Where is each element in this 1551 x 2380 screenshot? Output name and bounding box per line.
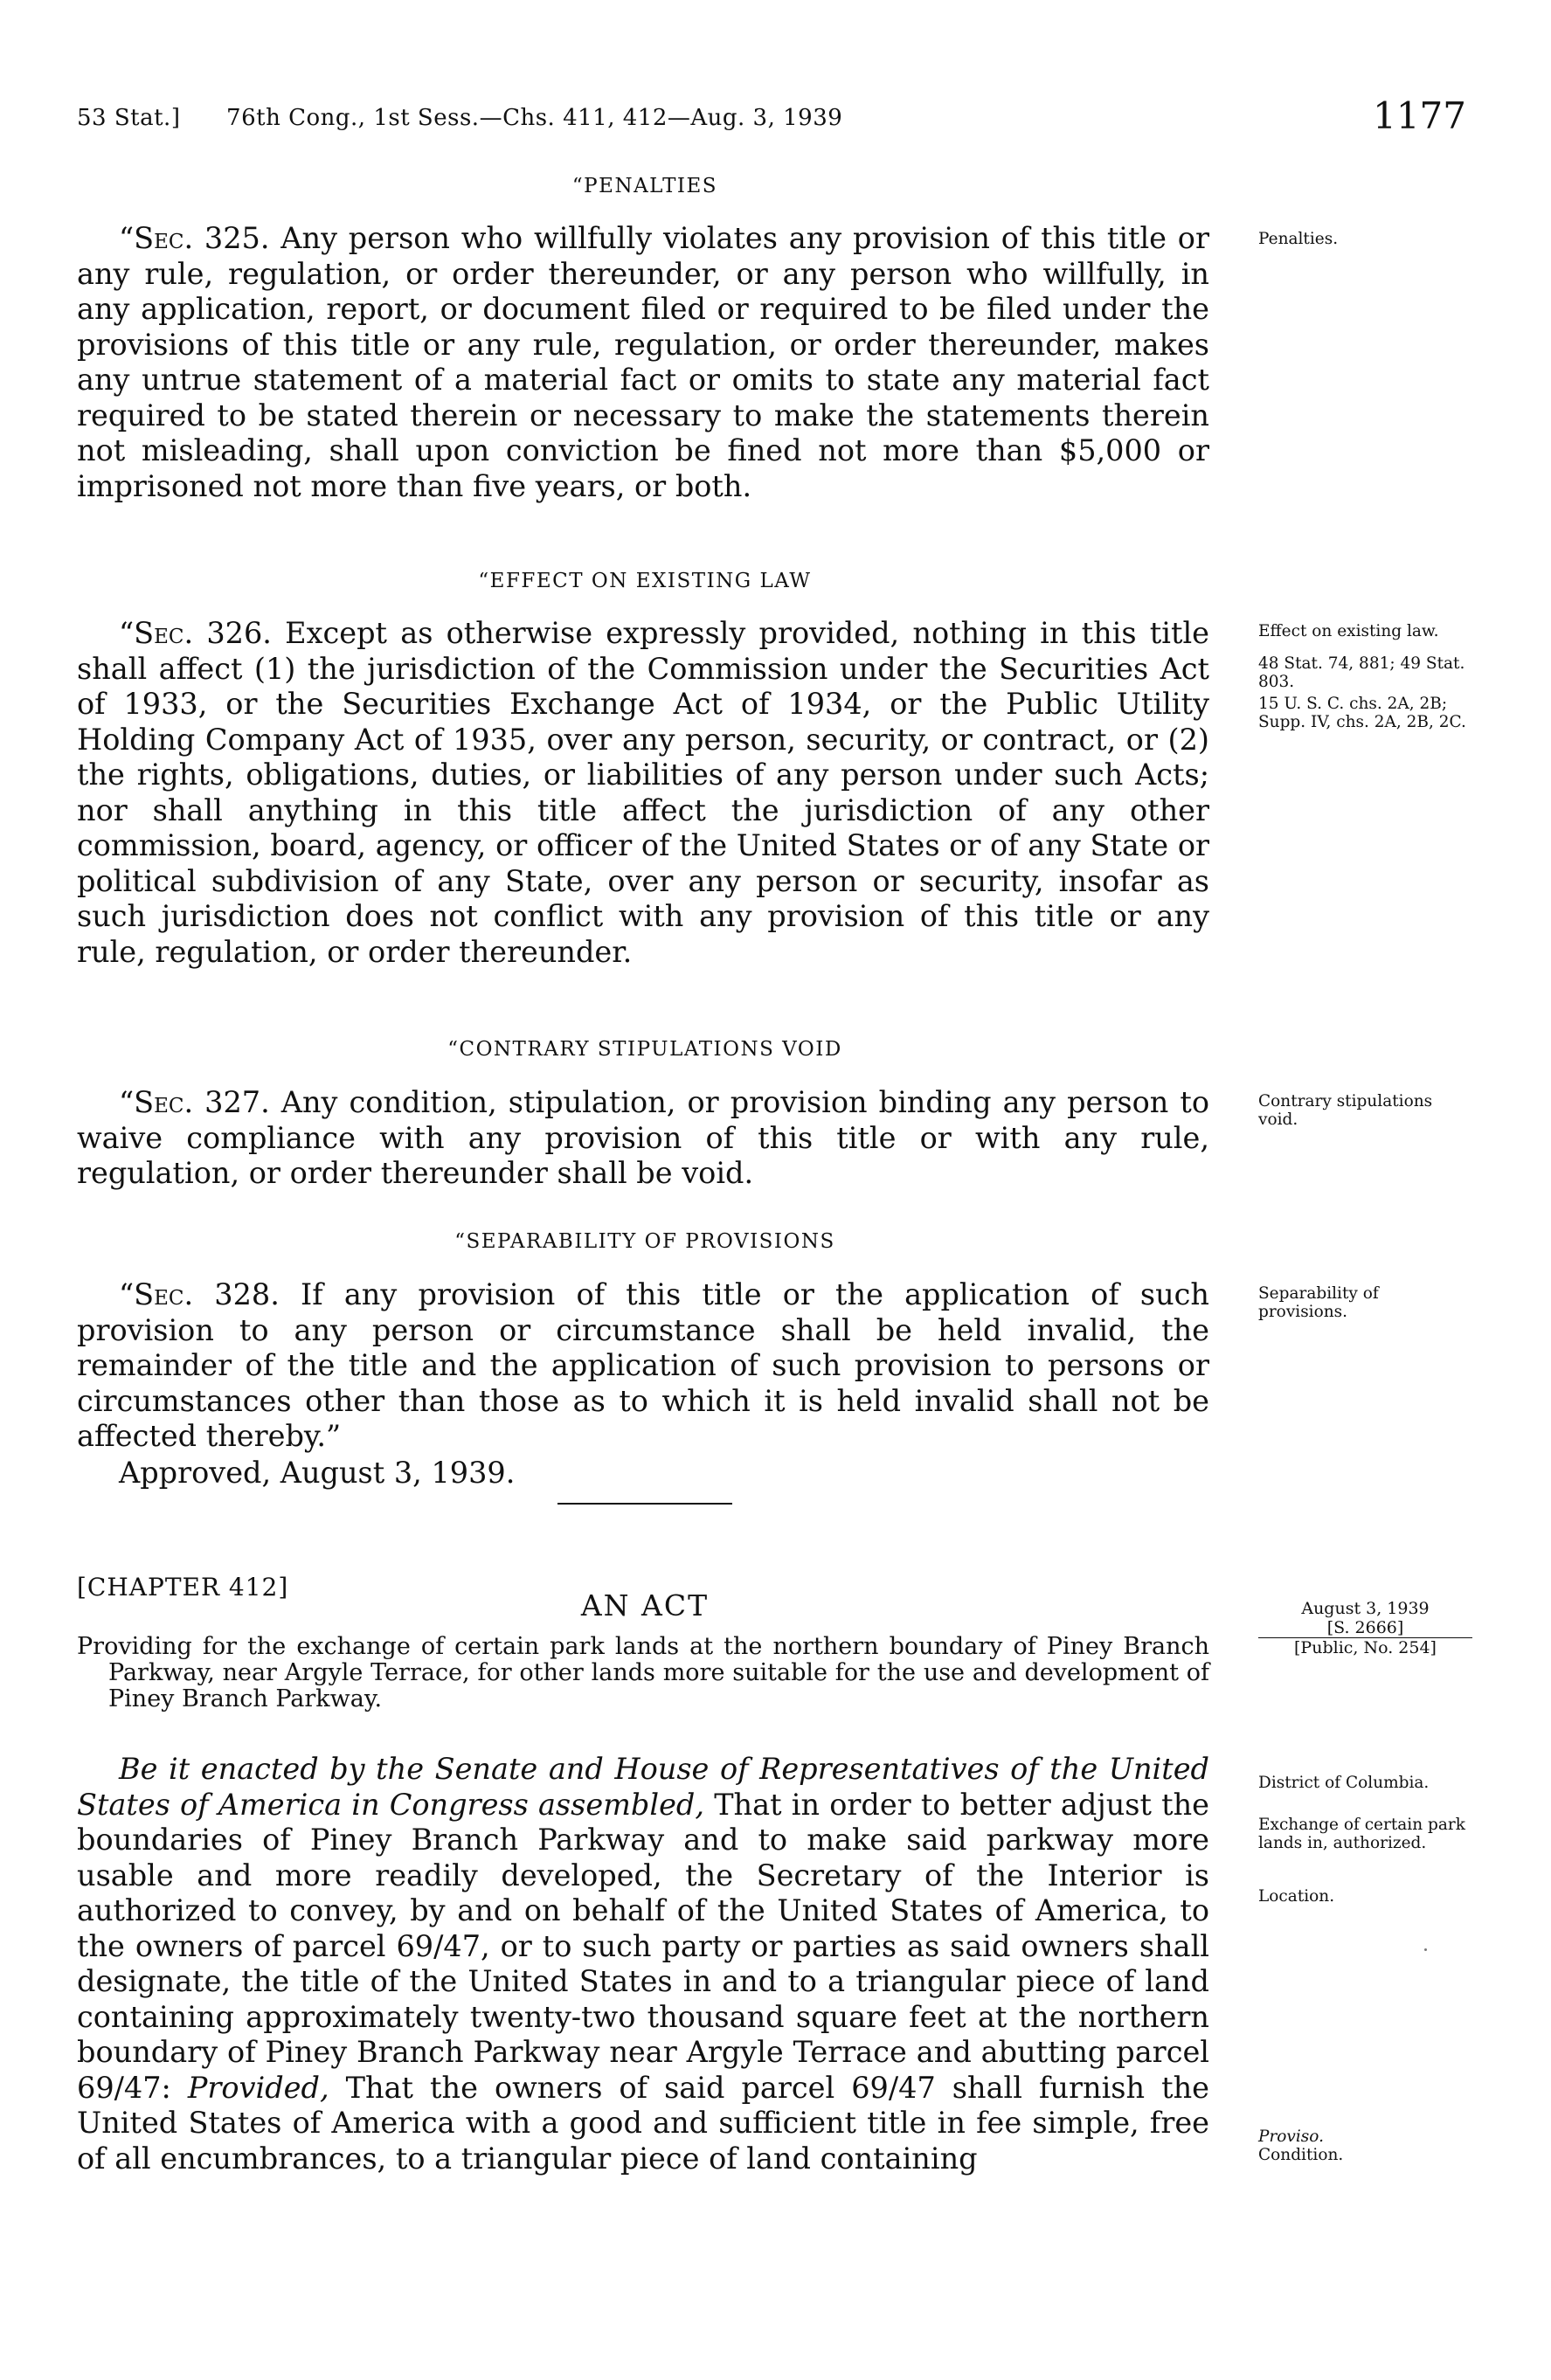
running-head bbox=[77, 94, 1466, 147]
section-327-number: “Sec. 327. bbox=[119, 1085, 270, 1119]
margin-note-proviso bbox=[1258, 2127, 1472, 2164]
section-327-text: Any condition, stipulation, or provision binding any person to waive compliance with any provision of this title or with any rule, regulation, or order thereunder shall be void. bbox=[77, 1085, 1209, 1190]
enacting-text-part-2: That the owners of said parcel 69/47 shall furnish the United States of America with a good and sufficient title in fee simple, free of all encumbrances, to a triangular piece of land containing bbox=[77, 2070, 1209, 2176]
enacting-paragraph bbox=[77, 1752, 1209, 2176]
proviso-word: Provided, bbox=[187, 2070, 329, 2105]
section-327 bbox=[77, 1085, 1209, 1192]
section-328-text: If any provision of this title or the application of such provision to any person or circumstance shall be held invalid, the remainder of the title and the application of such provision to persons or circumstances other than those as to which it is held invalid shall not be affected thereby.” bbox=[77, 1277, 1209, 1453]
approval-line: Approved, August 3, 1939. bbox=[119, 1456, 516, 1490]
public-law-number: [Public, No. 254] bbox=[1294, 1638, 1437, 1657]
enacting-clause: Be it enacted by the Senate and House of Representatives of the United States of America in Congress assembled, bbox=[77, 1752, 1209, 1822]
page-number: 1177 bbox=[1373, 94, 1466, 137]
margin-note-penalties: Penalties. bbox=[1258, 230, 1339, 248]
section-328 bbox=[77, 1277, 1209, 1455]
act-title: Providing for the exchange of certain park lands at the northern boundary of Piney Branch Parkway, near Argyle Terrace, for other lands more suitable for the use and development of Piney Branch Parkway. bbox=[77, 1633, 1209, 1712]
margin-note-usc-citation: 15 U. S. C. chs. 2A, 2B; Supp. IV, chs. 2A, 2B, 2C. bbox=[1258, 695, 1466, 731]
margin-note-stat-citation: 48 Stat. 74, 881; 49 Stat. 803. bbox=[1258, 654, 1465, 691]
section-heading-contrary-stipulations: “CONTRARY STIPULATIONS VOID bbox=[447, 1038, 842, 1061]
an-act-heading: AN ACT bbox=[580, 1588, 710, 1622]
margin-condition-label: Condition. bbox=[1258, 2146, 1344, 2164]
margin-note-separability: Separability of provisions. bbox=[1258, 1284, 1379, 1321]
running-head-citation: 53 Stat.] 76th Cong., 1st Sess.—Chs. 411, 412—Aug. 3, 1939 bbox=[77, 105, 843, 131]
section-325 bbox=[77, 221, 1209, 504]
senate-bill-number: [S. 2666] bbox=[1258, 1618, 1472, 1638]
section-326-text: Except as otherwise expressly provided, nothing in this title shall affect (1) the jurisdiction of the Commission under the Securities Act of 1933, or the Securities Exchange Act of 1934, or the Public Utility Holding Company Act of 1935, over any person, security, or contract, or (2) the rights, obligations, duties, or liabilities of any person under such Acts; nor shall anything in this title affect the jurisdiction of any other commission, board, agency, or officer of the United States or of any State or political subdivision of any State, over any person or security, insofar as such jurisdiction does not conflict with any provision of this title or any rule, regulation, or order thereunder. bbox=[77, 616, 1209, 969]
margin-note-exchange-authorized: Exchange of certain park lands in, authorized. bbox=[1258, 1816, 1465, 1852]
margin-note-district-of-columbia: District of Columbia. bbox=[1258, 1774, 1430, 1792]
margin-note-effect-on-existing-law bbox=[1258, 622, 1472, 731]
section-325-text: Any person who willfully violates any provision of this title or any rule, regulation, or order thereunder, or any person who willfully, in any application, report, or document filed or required to be filed under the provisions of this title or any rule, regulation, or order thereunder, makes any untrue statement of a material fact or omits to state any material fact required to be stated therein or necessary to make the statements therein not misleading, shall upon conviction be fined not more than $5,000 or imprisoned not more than five years, or both. bbox=[77, 221, 1209, 503]
section-heading-separability: “SEPARABILITY OF PROVISIONS bbox=[454, 1230, 835, 1253]
section-325-number: “Sec. 325. bbox=[119, 221, 270, 255]
print-speck bbox=[1424, 1948, 1427, 1951]
chapter-number: [CHAPTER 412] bbox=[77, 1573, 289, 1602]
chapter-divider bbox=[557, 1503, 732, 1505]
section-heading-effect-on-existing-law: “EFFECT ON EXISTING LAW bbox=[478, 570, 812, 592]
margin-note-contrary-stipulations: Contrary stipulations void. bbox=[1258, 1092, 1433, 1129]
section-326-number: “Sec. 326. bbox=[119, 616, 272, 650]
enacting-text-part-1: That in order to better adjust the boundaries of Piney Branch Parkway and to make said parkway more usable and more readily developed, the Secretary of the Interior is authorized to convey, by and on behalf of the United States of America, to the owners of parcel 69/47, or to such party or parties as said owners shall designate, the title of the United States in and to a triangular piece of land containing approximately twenty-two thousand square feet at the northern boundary of Piney Branch Parkway near Argyle Terrace and abutting parcel 69/47: bbox=[77, 1787, 1210, 2105]
section-328-number: “Sec. 328. bbox=[119, 1277, 280, 1311]
act-date-block bbox=[1258, 1599, 1472, 1657]
act-date: August 3, 1939 bbox=[1301, 1599, 1430, 1618]
margin-proviso-label: Proviso. bbox=[1258, 2127, 1324, 2146]
margin-note-effect-label: Effect on existing law. bbox=[1258, 622, 1439, 640]
section-heading-penalties: “PENALTIES bbox=[571, 175, 718, 197]
section-326 bbox=[77, 616, 1209, 970]
margin-note-location: Location. bbox=[1258, 1887, 1335, 1906]
